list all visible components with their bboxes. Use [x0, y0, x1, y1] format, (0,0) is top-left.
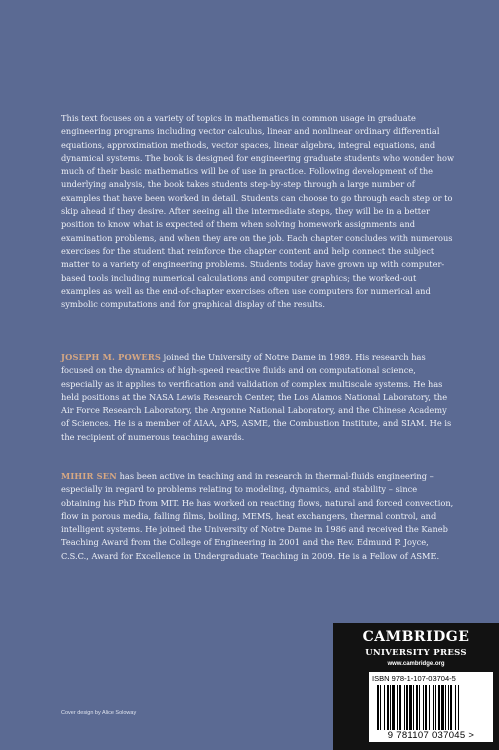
barcode-panel [369, 672, 493, 742]
barcode-digits: 9 781107 037045 > [387, 730, 475, 741]
author-bio-text: joined the University of Notre Dame in 1989. His research has focused on the dynamics of high-speed reactive fluids and on computational science, especially as it applies to verification and validation of complex multiscale systems. He has held positions at the NASA Lewis Research Center, the Los Alamos National Laboratory, the Air Force Research Laboratory, the Argonne National Laboratory, and the Chinese Academy of Sciences. He is a member of AIAA, APS, ASME, the Combustion Institute, and SIAM. He is the recipient of numerous teaching awards. [61, 352, 452, 442]
back-cover-blurb: This text focuses on a variety of topics in mathematics in common usage in graduate engineering programs including vector calculus, linear and nonlinear ordinary differential equations, approximation methods, vector spaces, linear algebra, integral equations, and dynamical systems. The book is designed for engineering graduate students who wonder how much of their basic mathematics will be of use in practice. Following development of the underlying analysis, the book takes students step-by-step through a large number of examples that have been worked in detail. Students can choose to go through each step or to skip ahead if they desire. After seeing all the intermediate steps, they will be in a better position to know what is expected of them when solving homework assignments and examination problems, and when they are on the job. Each chapter concludes with numerous exercises for the student that reinforce the chapter content and help connect the subject matter to a variety of engineering problems. Students today have grown up with computer-based tools including numerical calculations and computer graphics; the worked-out examples as well as the end-of-chapter exercises often use computers for numerical and symbolic computations and for graphical display of the results. [61, 113, 455, 310]
isbn-label: ISBN 978-1-107-03704-5 [372, 674, 456, 683]
author-bio-sen [61, 470, 456, 563]
publisher-url: www.cambridge.org [387, 661, 445, 667]
cover-design-credit: Cover design by Alice Soloway [61, 710, 137, 716]
author-name: JOSEPH M. POWERS [61, 352, 162, 362]
author-bio-powers [61, 351, 456, 444]
barcode-icon [377, 685, 485, 730]
author-name: MIHIR SEN [61, 471, 117, 481]
publisher-subname: UNIVERSITY PRESS [365, 648, 467, 658]
author-bio-text: has been active in teaching and in research in thermal-fluids engineering – especially in regard to problems relating to modeling, dynamics, and stability – since obtaining his PhD from MIT. He has worked on reacting flows, natural and forced convection, flow in porous media, falling films, boiling, MEMS, heat exchangers, thermal control, and intelligent systems. He joined the University of Notre Dame in 1986 and received the Kaneb Teaching Award from the College of Engineering in 2001 and the Rev. Edmund P. Joyce, C.S.C., Award for Excellence in Undergraduate Teaching in 2009. He is a Fellow of ASME. [61, 471, 454, 561]
publisher-name: CAMBRIDGE [362, 629, 470, 645]
